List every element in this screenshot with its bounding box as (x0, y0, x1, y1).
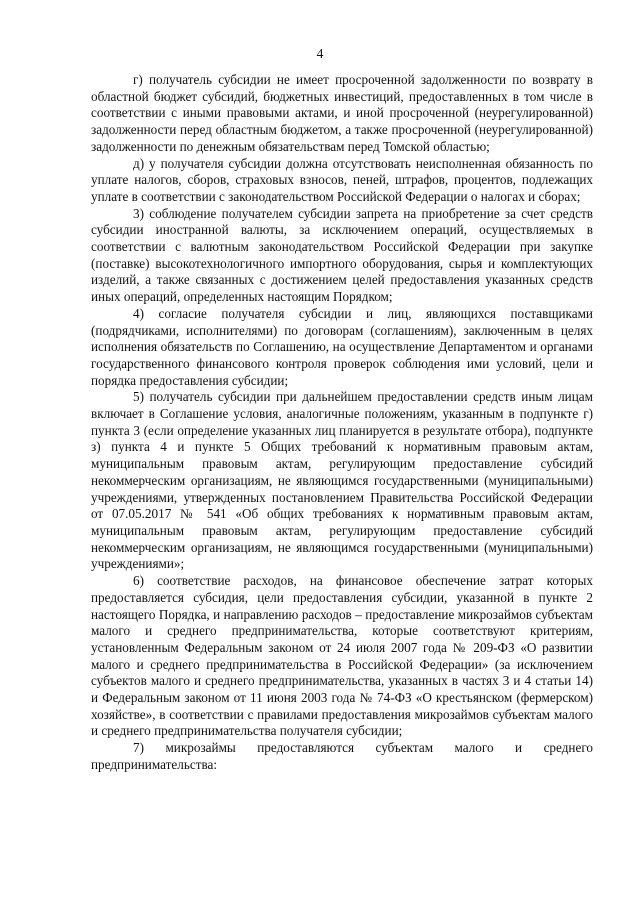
paragraph-item-7: 7) микрозаймы предоставляются субъектам малого и среднего предпринимательства: (91, 740, 593, 772)
paragraph-item-3: 3) соблюдение получателем субсидии запрета на приобретение за счет средств субсидии иностранной валюты, за исключением операций, осуществляемых в соответствии с валютным законодательством Российской Федерации при закупке (поставке) высокотехнологичного импортного оборудования, сырья и комплектующих изделий, а также связанных с достижением целей предоставления указанных средств иных операций, определенных настоящим Порядком; (91, 205, 593, 305)
paragraph-item-4: 4) согласие получателя субсидии и лиц, являющихся поставщиками (подрядчиками, исполнителями) по договорам (соглашениям), заключенным в целях исполнения обязательств по Соглашению, на осуществление Департаментом и органами государственного финансового контроля проверок соблюдения ими условий, цели и порядка предоставления субсидии; (91, 305, 593, 388)
page-number: 4 (316, 46, 324, 61)
paragraph-subitem-g: г) получатель субсидии не имеет просроченной задолженности по возврату в областной бюджет субсидий, бюджетных инвестиций, предоставленных в том числе в соответствии с иными правовыми актами, и иной просроченной (неурегулированной) задолженности перед областным бюджетом, а также просроченной (неурегулированной) задолженности по денежным обязательствам перед Томской областью; (91, 72, 593, 154)
paragraph-item-5: 5) получатель субсидии при дальнейшем предоставлении средств иным лицам включает в Соглашение условия, аналогичные положениям, указанным в подпункте г) пункта 3 (если определение указанных лиц планируется в результате отбора), подпункте з) пункта 4 и пункте 5 Общих требований к нормативным правовым актам, муниципальным правовым актам, регулирующим предоставление субсидий некоммерческим организациям, не являющимся государственными (муниципальными) учреждениями, утвержденных постановлением Правительства Российской Федерации от 07.05.2017 № 541 «Об общих требованиях к нормативным правовым актам, муниципальным правовым актам, регулирующим предоставление субсидий некоммерческим организациям, не являющимся государственными (муниципальными) учреждениями»; (91, 389, 593, 572)
document-body (91, 72, 593, 774)
paragraph-item-6: 6) соответствие расходов, на финансовое обеспечение затрат которых предоставляется субсидия, цели предоставления субсидии, указанной в пункте 2 настоящего Порядка, и направлению расходов – предоставление микрозаймов субъектам малого и среднего предпринимательства, которые соответствуют критериям, установленным Федеральным законом от 24 июля 2007 года № 209-ФЗ «О развитии малого и среднего предпринимательства в Российской Федерации» (за исключением субъектов малого и среднего предпринимательства, указанных в частях 3 и 4 статьи 14) и Федеральным законом от 11 июня 2003 года № 74-ФЗ «О крестьянском (фермерском) хозяйстве», в соответствии с правилами предоставления микрозаймов субъектам малого и среднего предпринимательства получателя субсидии; (91, 573, 593, 739)
paragraph-subitem-d: д) у получателя субсидии должна отсутствовать неисполненная обязанность по уплате налогов, сборов, страховых взносов, пеней, штрафов, процентов, подлежащих уплате в соответствии с законодательством Российской Федерации о налогах и сборах; (91, 155, 593, 204)
